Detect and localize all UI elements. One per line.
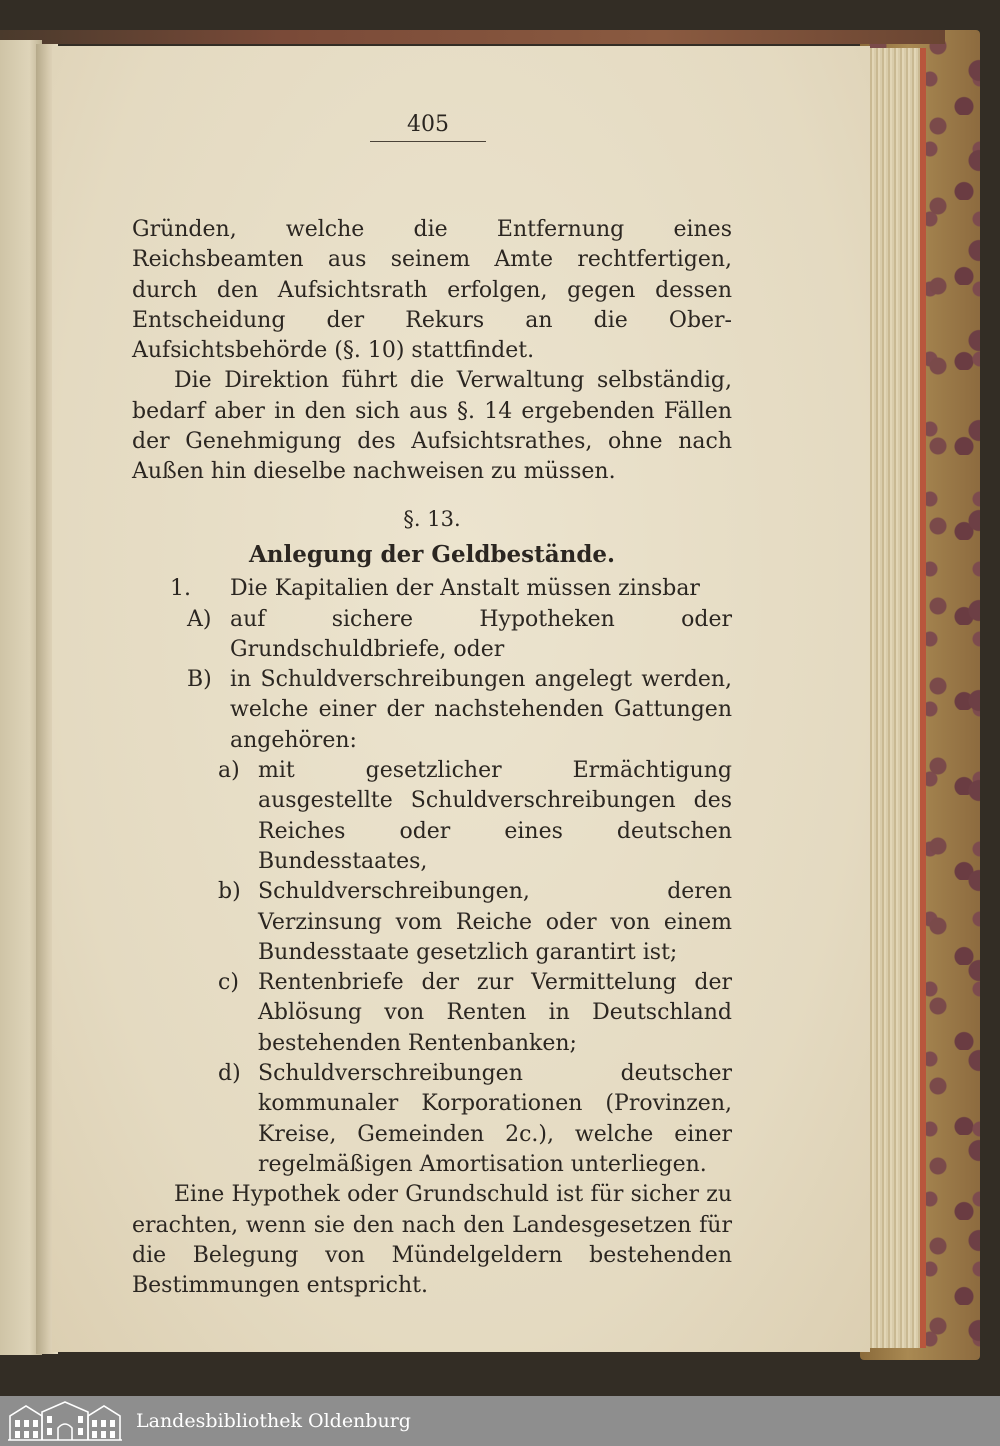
list-item-label: B) [187,667,212,693]
list-subitem-label: a) [218,758,240,784]
page-block-edge [862,48,926,1348]
paragraph-continuation: Gründen, welche die Entfernung eines Reichsbeamten aus seinem Amte rechtfertigen, durch den Aufsichtsrath erfolgen, gegen dessen Entscheidung der Rekurs an die Ober-Aufsichtsbehörde (§. 10) stattfindet. [132,217,732,364]
list-item-text: auf sichere Hypotheken oder Grundschuldbriefe, oder [230,606,732,662]
list-intro-label: 1. [170,576,191,602]
list-subitem-text: Schuldverschreibungen, deren Verzinsung vom Reiche oder von einem Bundesstaate gesetzlich garantirt ist; [258,879,732,965]
list-item [132,665,732,756]
list-subitem-label: b) [218,879,241,905]
list-subitem-text: Rentenbriefe der zur Vermittelung der Ablösung von Renten in Deutschland bestehenden Rentenbanken; [258,970,732,1056]
list-item-text: in Schuldverschreibungen angelegt werden, welche einer der nachstehenden Gattungen angehören: [230,667,732,753]
list-subitem [132,756,732,877]
page-text [132,215,732,1301]
library-building-icon [6,1400,124,1442]
list-subitem-label: d) [218,1061,241,1087]
footer-bar [0,1396,1000,1446]
list-subitem-label: c) [218,970,239,996]
paragraph-direktion: Die Direktion führt die Verwaltung selbständig, bedarf aber in den sich aus §. 14 ergebenden Fällen der Genehmigung des Aufsichtsrathes, ohne nach Außen hin dieselbe nachweisen zu müssen. [132,368,732,485]
list-subitem-text: mit gesetzlicher Ermächtigung ausgestellte Schuldverschreibungen des Reiches oder eines deutschen Bundesstaates, [258,758,732,874]
section-title: Anlegung der Geldbestände. [248,540,616,568]
list-subitem-text: Schuldverschreibungen deutscher kommunaler Korporationen (Provinzen, Kreise, Gemeinden 2c.), welche einer regelmäßigen Amortisation unterliegen. [258,1061,732,1177]
list-item [132,605,732,666]
list-subitem [132,1059,732,1180]
list-subitem [132,968,732,1059]
section-number: §. 13. [403,506,461,531]
list-intro [132,574,732,604]
list-intro-text: Die Kapitalien der Anstalt müssen zinsbar [230,576,700,602]
paragraph-closing: Eine Hypothek oder Grundschuld ist für sicher zu erachten, wenn sie den nach den Landesgesetzen für die Belegung von Mündelgeldern bestehenden Bestimmungen entspricht. [132,1182,732,1299]
book-top-edge [0,30,945,44]
page-number: 405 [370,112,486,142]
library-name: Landesbibliothek Oldenburg [136,1410,411,1432]
list-subitem [132,877,732,968]
list-item-label: A) [187,606,212,632]
